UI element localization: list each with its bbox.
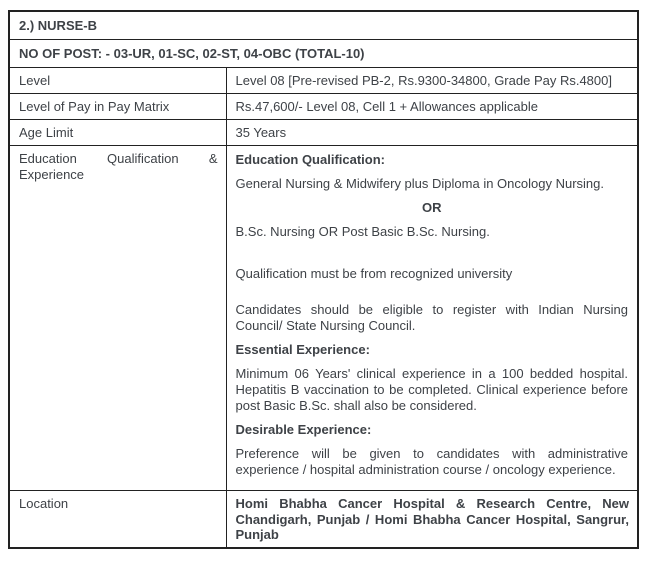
education-qualification-line-2: B.Sc. Nursing OR Post Basic B.Sc. Nursing. [235, 224, 490, 239]
pay-matrix-value: Rs.47,600/- Level 08, Cell 1 + Allowances applicable [226, 94, 638, 120]
number-of-posts: NO OF POST: - 03-UR, 01-SC, 02-ST, 04-OBC (TOTAL-10) [9, 40, 638, 68]
education-qualification-heading: Education Qualification: [235, 152, 386, 167]
table-row-level [9, 68, 638, 94]
age-limit-label: Age Limit [9, 120, 226, 146]
essential-experience-text: Minimum 06 Years' clinical experience in a 100 bedded hospital. Hepatitis B vaccination to be completed. Clinical experience before post Basic B.Sc. shall also be considered. [235, 366, 629, 413]
nursing-council-note: Candidates should be eligible to register with Indian Nursing Council/ State Nursing Council. [235, 302, 629, 333]
table-row-education [9, 146, 638, 491]
desirable-experience-heading: Desirable Experience: [235, 422, 372, 437]
education-details [226, 146, 638, 491]
location-label: Location [9, 491, 226, 548]
table-row-pay-matrix [9, 94, 638, 120]
nurse-b-post-table [8, 10, 639, 549]
table-row-posts [9, 40, 638, 68]
recognized-university-note: Qualification must be from recognized university [235, 266, 513, 281]
table-row-location [9, 491, 638, 548]
location-value: Homi Bhabha Cancer Hospital & Research Centre, New Chandigarh, Punjab / Homi Bhabha Cancer Hospital, Sangrur, Punjab [226, 491, 638, 548]
desirable-experience-text: Preference will be given to candidates with administrative experience / hospital administration course / oncology experience. [235, 446, 629, 477]
level-label: Level [9, 68, 226, 94]
pay-matrix-label: Level of Pay in Pay Matrix [9, 94, 226, 120]
age-limit-value: 35 Years [226, 120, 638, 146]
education-qualification-line-1: General Nursing & Midwifery plus Diploma in Oncology Nursing. [235, 176, 604, 191]
level-value: Level 08 [Pre-revised PB-2, Rs.9300-34800, Grade Pay Rs.4800] [226, 68, 638, 94]
essential-experience-heading: Essential Experience: [235, 342, 370, 357]
education-label: Education Qualification & Experience [9, 146, 226, 491]
or-separator: OR [422, 200, 442, 215]
table-row-age-limit [9, 120, 638, 146]
post-title: 2.) NURSE-B [9, 11, 638, 40]
table-row-title [9, 11, 638, 40]
